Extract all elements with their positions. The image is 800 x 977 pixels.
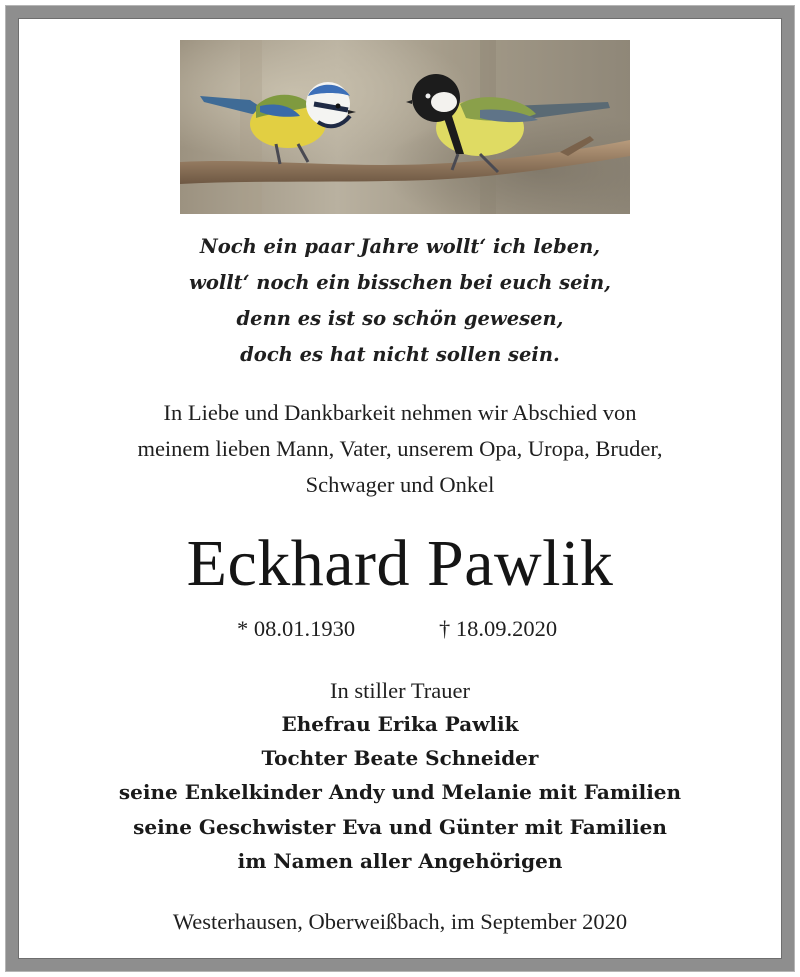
mourner-line: Ehefrau Erika Pawlik	[281, 712, 519, 736]
life-dates	[0, 612, 800, 646]
poem-line: denn es ist so schön gewesen,	[236, 307, 564, 330]
birth-date: * 08.01.1930	[237, 616, 356, 641]
mourner-line: Tochter Beate Schneider	[261, 746, 539, 771]
mourner-line: seine Enkelkinder Andy und Melanie mit Familien	[118, 780, 682, 805]
farewell-text	[0, 395, 800, 503]
mourner-line: seine Geschwister Eva und Günter mit Familien	[133, 814, 667, 839]
deceased-name: Eckhard Pawlik	[186, 527, 614, 600]
poem-line: doch es hat nicht sollen sein.	[240, 343, 560, 366]
mourner-line: im Namen aller Angehörigen	[237, 848, 563, 873]
poem	[0, 229, 800, 373]
mourning-title: In stiller Trauer	[330, 678, 470, 703]
poem-line: wollt‘ noch ein bisschen bei euch sein,	[189, 271, 611, 294]
mourners-list	[0, 707, 800, 878]
place-and-date: Westerhausen, Oberweißbach, im September 2020	[172, 909, 628, 934]
birds-photo	[180, 40, 630, 214]
farewell-line: Schwager und Onkel	[305, 472, 495, 497]
farewell-line: meinem lieben Mann, Vater, unserem Opa, Uropa, Bruder,	[137, 436, 663, 461]
farewell-line: In Liebe und Dankbarkeit nehmen wir Abschied von	[163, 400, 637, 425]
poem-line: Noch ein paar Jahre wollt‘ ich leben,	[199, 235, 601, 258]
death-date: † 18.09.2020	[439, 616, 558, 641]
